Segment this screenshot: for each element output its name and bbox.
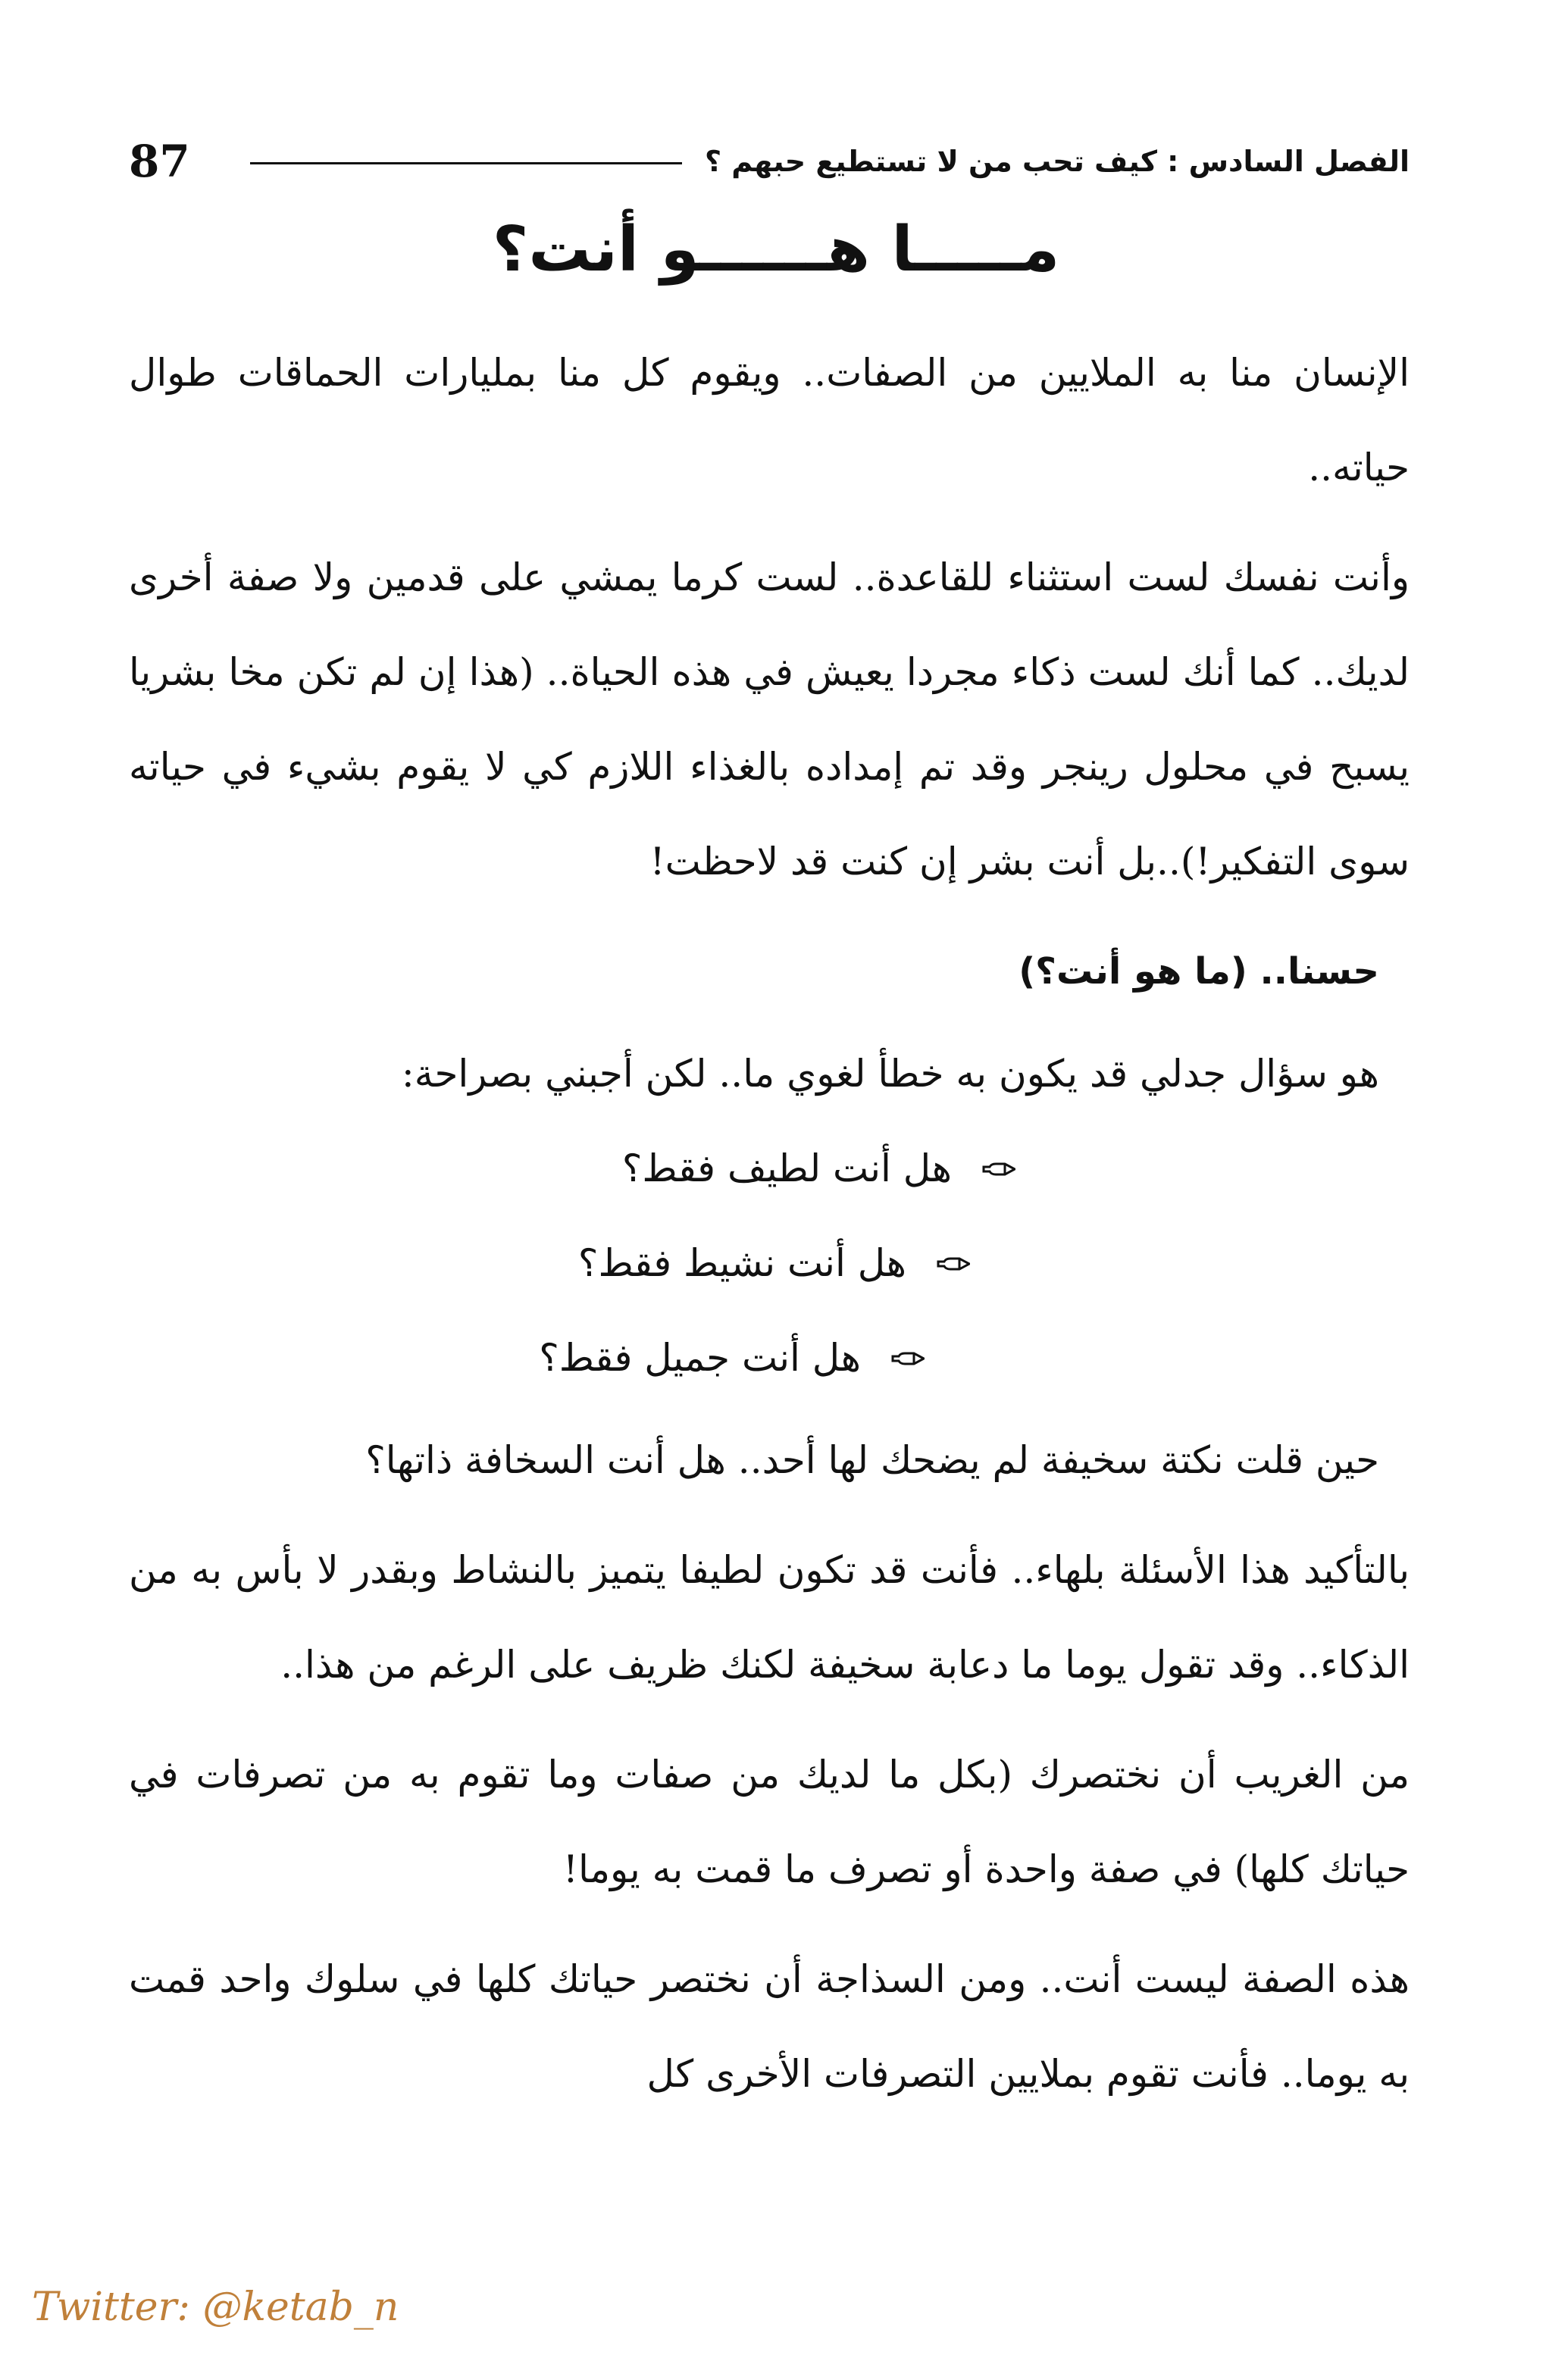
- header-rule: [250, 162, 682, 164]
- paragraph-6: من الغريب أن نختصرك (بكل ما لديك من صفات وما تقوم به من تصرفات في حياتك كلها) في صفة واحدة أو تصرف ما قمت به يوما!: [129, 1753, 1410, 1891]
- list-item: [129, 1311, 1410, 1406]
- page-number: 87: [129, 136, 190, 187]
- body-text: [129, 326, 1410, 2137]
- paragraph-3: هو سؤال جدلي قد يكون به خطأ لغوي ما.. لكن أجبني بصراحة:: [401, 1052, 1379, 1096]
- paragraph-7: هذه الصفة ليست أنت.. ومن السذاجة أن نختصر حياتك كلها في سلوك واحد قمت به يوما.. فأنت تقوم بملايين التصرفات الأخرى كل: [129, 1957, 1410, 2096]
- watermark: Twitter: @ketab_n: [32, 2285, 399, 2330]
- list-item: [129, 1121, 1410, 1216]
- paragraph-2: وأنت نفسك لست استثناء للقاعدة.. لست كرما يمشي على قدمين ولا صفة أخرى لديك.. كما أنك لست ذكاء مجردا يعيش في هذه الحياة.. (هذا إن لم تكن مخا بشريا يسبح في محلول رينجر وقد تم إمداده بالغذاء اللازم كي لا يقوم بشيء في حياته سوى التفكير!)..بل أنت بشر إن كنت قد لاحظت!: [129, 555, 1410, 884]
- pointing-hand-icon: [891, 1347, 925, 1370]
- pointing-hand-icon: [937, 1253, 970, 1275]
- paragraph-5: بالتأكيد هذا الأسئلة بلهاء.. فأنت قد تكون لطيفا يتميز بالنشاط وبقدر لا بأس به من الذكاء.. وقد تقول يوما ما دعابة سخيفة لكنك ظريف على الرغم من هذا..: [129, 1548, 1410, 1687]
- paragraph-4: حين قلت نكتة سخيفة لم يضحك لها أحد.. هل أنت السخافة ذاتها؟: [365, 1438, 1379, 1482]
- section-title: مـــــا هــــــو أنت؟: [492, 214, 1060, 286]
- pointing-hand-icon: [982, 1158, 1015, 1181]
- list-item: [129, 1216, 1410, 1311]
- paragraph-1: الإنسان منا به الملايين من الصفات.. ويقوم كل منا بمليارات الحماقات طوال حياته..: [129, 351, 1410, 489]
- question-text: هل أنت لطيف فقط؟: [621, 1146, 952, 1190]
- page-header: [129, 127, 1410, 195]
- question-text: هل أنت جميل فقط؟: [539, 1336, 861, 1380]
- subheading: حسنا.. (ما هو أنت؟): [1018, 950, 1379, 993]
- running-title: الفصل السادس : كيف تحب من لا تستطيع حبهم ؟: [705, 145, 1410, 178]
- question-list: [129, 1121, 1410, 1406]
- question-text: هل أنت نشيط فقط؟: [577, 1241, 906, 1285]
